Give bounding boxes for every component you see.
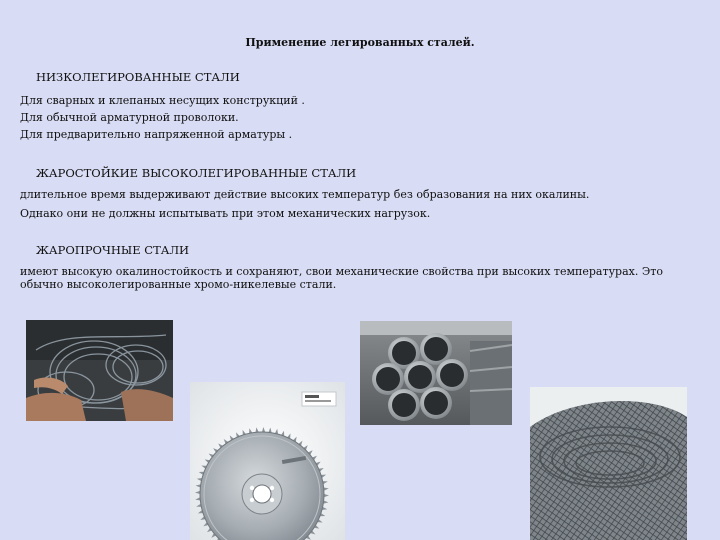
wire-mesh-roll-photo: [530, 387, 687, 540]
section-line: Для предварительно напряженной арматуры .: [20, 128, 293, 141]
section-heading-creep-resistant: ЖАРОПРОЧНЫЕ СТАЛИ: [36, 243, 190, 257]
section-line: Для обычной арматурной проволоки.: [20, 111, 239, 124]
steel-pipes-photo: [360, 321, 512, 425]
section-paragraph: имеют высокую окалиностойкость и сохраняют, свои механические свойства при высоких температурах. Это обычно высоколегированные хромо-никелевые стали.: [20, 265, 663, 291]
section-line: Однако они не должны испытывать при этом механических нагрузок.: [20, 207, 431, 220]
saw-blade-photo: [190, 382, 345, 540]
slide-title: Применение легированных сталей.: [245, 36, 475, 49]
section-line: длительное время выдерживают действие высоких температур без образования на них окалины.: [20, 188, 590, 201]
section-heading-low-alloy: НИЗКОЛЕГИРОВАННЫЕ СТАЛИ: [36, 70, 240, 84]
wire-coils-photo: [26, 320, 173, 421]
section-line: Для сварных и клепаных несущих конструкций .: [20, 94, 305, 107]
section-heading-heat-resistant: ЖАРОСТОЙКИЕ ВЫСОКОЛЕГИРОВАННЫЕ СТАЛИ: [36, 166, 357, 180]
